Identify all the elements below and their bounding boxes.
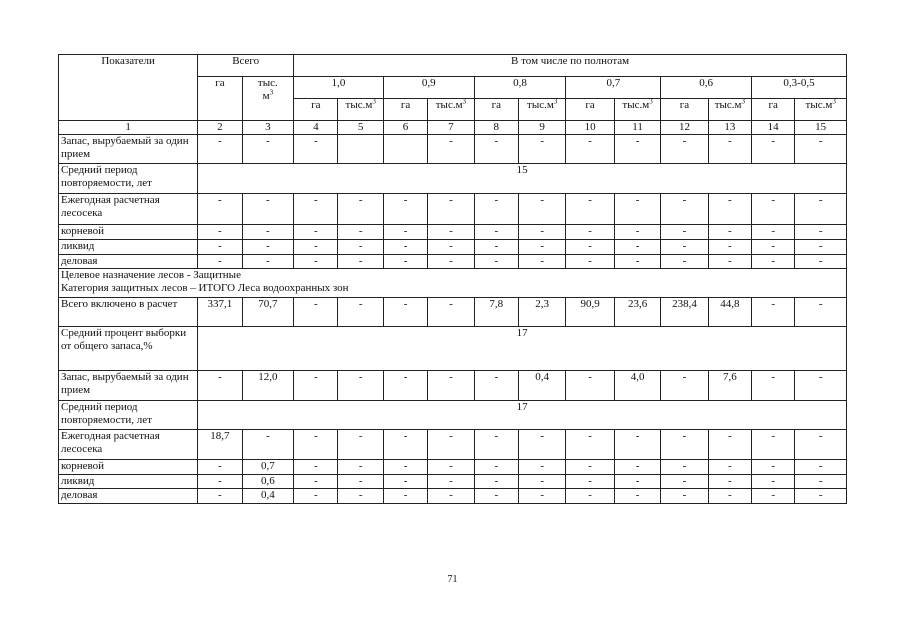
unit-ga: га (661, 99, 708, 121)
row-label: Запас, вырубаемый за один прием (59, 135, 198, 164)
data-cell: - (428, 225, 474, 240)
table-row (59, 135, 847, 164)
data-cell: - (752, 371, 795, 401)
data-cell: - (566, 255, 614, 269)
data-cell: - (566, 240, 614, 255)
tysm-text: тыс.м (345, 99, 373, 111)
data-cell: - (752, 135, 795, 164)
header-pokazateli: Показатели (59, 55, 198, 121)
tys-text: тыс. (257, 77, 278, 89)
table-row (59, 255, 847, 269)
data-cell: - (661, 489, 708, 504)
data-cell: 90,9 (566, 298, 614, 327)
data-cell: - (198, 135, 242, 164)
data-cell: - (294, 430, 338, 460)
data-cell: - (518, 475, 565, 489)
unit-ga: га (566, 99, 614, 121)
column-number: 4 (294, 121, 338, 135)
data-cell: - (242, 225, 294, 240)
data-cell: 4,0 (614, 371, 660, 401)
data-cell: - (198, 475, 242, 489)
column-number: 3 (242, 121, 294, 135)
data-cell: - (338, 460, 383, 475)
data-cell: - (795, 194, 847, 225)
table-row (59, 225, 847, 240)
data-cell: 337,1 (198, 298, 242, 327)
data-cell: - (338, 240, 383, 255)
data-cell: - (294, 255, 338, 269)
section-title-line2: Категория защитных лесов – ИТОГО Леса водоохранных зон (61, 282, 349, 294)
column-number-row (59, 121, 847, 135)
data-cell: 0,4 (242, 489, 294, 504)
data-cell: - (661, 460, 708, 475)
data-cell: - (383, 255, 427, 269)
data-cell: - (614, 135, 660, 164)
column-number: 15 (795, 121, 847, 135)
row-label: Ежегодная расчетная лесосека (59, 194, 198, 225)
unit-tysm (338, 99, 383, 121)
data-cell: - (474, 135, 518, 164)
data-cell: - (383, 225, 427, 240)
tysm-text: тыс.м (805, 99, 833, 111)
unit-tysm (518, 99, 565, 121)
row-label: деловая (59, 489, 198, 504)
data-cell: - (566, 371, 614, 401)
data-cell: - (338, 475, 383, 489)
data-cell: - (795, 460, 847, 475)
sup-3: 3 (372, 98, 376, 106)
row-label: Средний период повторяемости, лет (59, 164, 198, 194)
data-cell: - (708, 135, 751, 164)
data-cell: - (795, 255, 847, 269)
table-row (59, 460, 847, 475)
table-row (59, 430, 847, 460)
data-cell: - (708, 489, 751, 504)
data-cell: - (518, 135, 565, 164)
row-label: Запас, вырубаемый за один прием (59, 371, 198, 401)
data-cell: - (708, 240, 751, 255)
data-cell: - (338, 225, 383, 240)
density-header: 0,3-0,5 (752, 77, 847, 99)
data-cell: 70,7 (242, 298, 294, 327)
data-cell: - (428, 430, 474, 460)
data-cell: - (752, 430, 795, 460)
data-cell: - (428, 298, 474, 327)
section-title (59, 269, 847, 298)
data-cell: - (242, 430, 294, 460)
data-cell: - (795, 240, 847, 255)
data-cell: - (428, 475, 474, 489)
data-cell: - (474, 240, 518, 255)
column-number: 8 (474, 121, 518, 135)
data-cell: - (708, 255, 751, 269)
data-cell: - (752, 489, 795, 504)
row-label: Ежегодная расчетная лесосека (59, 430, 198, 460)
density-header: 0,6 (661, 77, 752, 99)
unit-tysm (795, 99, 847, 121)
table-row (59, 489, 847, 504)
data-cell: - (566, 489, 614, 504)
data-cell: - (428, 489, 474, 504)
section-2 (59, 298, 847, 504)
data-cell: - (661, 135, 708, 164)
data-cell: - (294, 371, 338, 401)
merged-value: 17 (198, 327, 847, 371)
data-cell: - (428, 460, 474, 475)
data-cell: - (294, 240, 338, 255)
data-cell: - (795, 430, 847, 460)
table-row (59, 475, 847, 489)
header-vsego-ga: га (198, 77, 242, 121)
data-cell: 7,6 (708, 371, 751, 401)
data-cell: - (383, 475, 427, 489)
data-cell: - (795, 225, 847, 240)
data-cell: - (708, 430, 751, 460)
data-cell: - (752, 225, 795, 240)
data-cell: - (338, 255, 383, 269)
header-vsego: Всего (198, 55, 294, 77)
data-cell: - (661, 194, 708, 225)
column-number: 1 (59, 121, 198, 135)
data-cell: - (708, 194, 751, 225)
table-row (59, 371, 847, 401)
data-cell: - (795, 475, 847, 489)
data-cell: - (566, 194, 614, 225)
data-cell (383, 135, 427, 164)
data-cell: - (661, 255, 708, 269)
data-cell: 23,6 (614, 298, 660, 327)
data-cell: 0,4 (518, 371, 565, 401)
tysm-text: тыс.м (435, 99, 463, 111)
data-cell: 238,4 (661, 298, 708, 327)
data-cell: - (198, 194, 242, 225)
data-cell: 12,0 (242, 371, 294, 401)
data-cell: - (428, 255, 474, 269)
row-label: Средний процент выборки от общего запаса,% (59, 327, 198, 371)
data-cell: - (242, 135, 294, 164)
row-label: корневой (59, 460, 198, 475)
data-cell: - (383, 298, 427, 327)
unit-ga: га (294, 99, 338, 121)
row-label: деловая (59, 255, 198, 269)
data-cell: - (661, 475, 708, 489)
data-cell: - (752, 194, 795, 225)
table-row (59, 240, 847, 255)
data-cell: - (518, 240, 565, 255)
data-cell: - (428, 135, 474, 164)
header-v-tom-chisle: В том числе по полнотам (294, 55, 847, 77)
data-cell: - (795, 298, 847, 327)
data-cell: - (242, 255, 294, 269)
row-label: Средний период повторяемости, лет (59, 401, 198, 430)
table-row (59, 327, 847, 371)
data-cell: - (474, 225, 518, 240)
table-row (59, 401, 847, 430)
data-cell: - (474, 430, 518, 460)
column-number: 5 (338, 121, 383, 135)
page-number: 71 (447, 574, 458, 585)
sup-3: 3 (741, 98, 745, 106)
data-cell: - (518, 225, 565, 240)
data-cell: - (752, 475, 795, 489)
data-cell: - (614, 255, 660, 269)
data-cell: - (566, 135, 614, 164)
section-1 (59, 135, 847, 269)
data-cell: - (428, 371, 474, 401)
data-cell: - (474, 255, 518, 269)
data-cell: - (752, 460, 795, 475)
density-header: 0,8 (474, 77, 566, 99)
data-cell: - (614, 240, 660, 255)
sup-3: 3 (553, 98, 558, 106)
data-cell: - (294, 298, 338, 327)
data-cell: 2,3 (518, 298, 565, 327)
data-cell: - (752, 298, 795, 327)
data-cell: - (198, 255, 242, 269)
data-cell: - (795, 371, 847, 401)
row-label: ликвид (59, 240, 198, 255)
data-cell: - (338, 430, 383, 460)
data-cell: - (474, 194, 518, 225)
data-cell: - (383, 194, 427, 225)
data-cell: - (338, 489, 383, 504)
data-cell: 44,8 (708, 298, 751, 327)
data-cell: - (752, 255, 795, 269)
data-cell: - (294, 475, 338, 489)
data-cell: 18,7 (198, 430, 242, 460)
density-header: 1,0 (294, 77, 384, 99)
merged-value: 17 (198, 401, 847, 430)
sup-3: 3 (462, 98, 467, 106)
header-vsego-tysm (242, 77, 294, 121)
data-cell: - (708, 475, 751, 489)
data-cell: 7,8 (474, 298, 518, 327)
data-cell: - (661, 430, 708, 460)
data-cell: - (566, 430, 614, 460)
data-cell: - (614, 194, 660, 225)
data-cell: - (518, 489, 565, 504)
data-cell: - (518, 194, 565, 225)
sup-3: 3 (269, 88, 274, 97)
data-cell: - (518, 430, 565, 460)
sup-3: 3 (649, 98, 653, 106)
column-number: 7 (428, 121, 474, 135)
data-cell: - (614, 475, 660, 489)
data-cell: - (795, 135, 847, 164)
data-cell: 0,6 (242, 475, 294, 489)
data-cell: - (242, 240, 294, 255)
data-cell: - (566, 225, 614, 240)
column-number: 6 (383, 121, 427, 135)
table-row (59, 164, 847, 194)
data-cell: - (661, 371, 708, 401)
forest-table (58, 54, 847, 504)
data-cell: - (614, 225, 660, 240)
data-cell: - (294, 489, 338, 504)
tysm-text: тыс.м (714, 99, 742, 111)
data-cell: 0,7 (242, 460, 294, 475)
row-label: Всего включено в расчет (59, 298, 198, 327)
data-cell: - (294, 135, 338, 164)
unit-tysm (708, 99, 751, 121)
merged-value: 15 (198, 164, 847, 194)
m-text: м (262, 90, 270, 102)
data-cell: - (795, 489, 847, 504)
data-cell: - (198, 489, 242, 504)
data-cell: - (752, 240, 795, 255)
density-header: 0,7 (566, 77, 661, 99)
data-cell: - (566, 460, 614, 475)
data-cell: - (242, 194, 294, 225)
data-cell: - (518, 460, 565, 475)
data-cell: - (661, 240, 708, 255)
data-cell: - (474, 460, 518, 475)
data-cell: - (614, 430, 660, 460)
data-cell: - (294, 194, 338, 225)
data-cell: - (428, 240, 474, 255)
column-number: 9 (518, 121, 565, 135)
density-header: 0,9 (383, 77, 474, 99)
column-number: 13 (708, 121, 751, 135)
data-cell: - (198, 460, 242, 475)
column-number: 12 (661, 121, 708, 135)
data-cell: - (383, 430, 427, 460)
data-cell: - (198, 371, 242, 401)
data-cell: - (198, 240, 242, 255)
column-number: 14 (752, 121, 795, 135)
row-label: корневой (59, 225, 198, 240)
unit-tysm (428, 99, 474, 121)
section-title-line1: Целевое назначение лесов - Защитные (61, 269, 241, 281)
data-cell: - (708, 460, 751, 475)
data-cell: - (566, 475, 614, 489)
tysm-text: тыс.м (527, 99, 554, 111)
data-cell: - (474, 371, 518, 401)
unit-tysm (614, 99, 660, 121)
data-cell: - (428, 194, 474, 225)
row-label: ликвид (59, 475, 198, 489)
unit-ga: га (752, 99, 795, 121)
data-cell: - (294, 225, 338, 240)
data-cell: - (294, 460, 338, 475)
data-cell: - (383, 460, 427, 475)
data-cell: - (338, 298, 383, 327)
table-row (59, 298, 847, 327)
data-cell: - (661, 225, 708, 240)
data-cell: - (338, 371, 383, 401)
data-cell: - (614, 489, 660, 504)
column-number: 2 (198, 121, 242, 135)
unit-ga: га (383, 99, 427, 121)
data-cell: - (518, 255, 565, 269)
column-number: 10 (566, 121, 614, 135)
column-number: 11 (614, 121, 660, 135)
data-cell: - (708, 225, 751, 240)
data-cell: - (383, 371, 427, 401)
data-cell: - (474, 489, 518, 504)
data-cell (338, 135, 383, 164)
data-cell: - (614, 460, 660, 475)
data-cell: - (383, 240, 427, 255)
data-cell: - (474, 475, 518, 489)
data-cell: - (383, 489, 427, 504)
sup-3: 3 (832, 98, 836, 106)
tysm-text: тыс.м (622, 99, 650, 111)
data-cell: - (198, 225, 242, 240)
data-cell: - (338, 194, 383, 225)
table-row (59, 194, 847, 225)
unit-ga: га (474, 99, 518, 121)
